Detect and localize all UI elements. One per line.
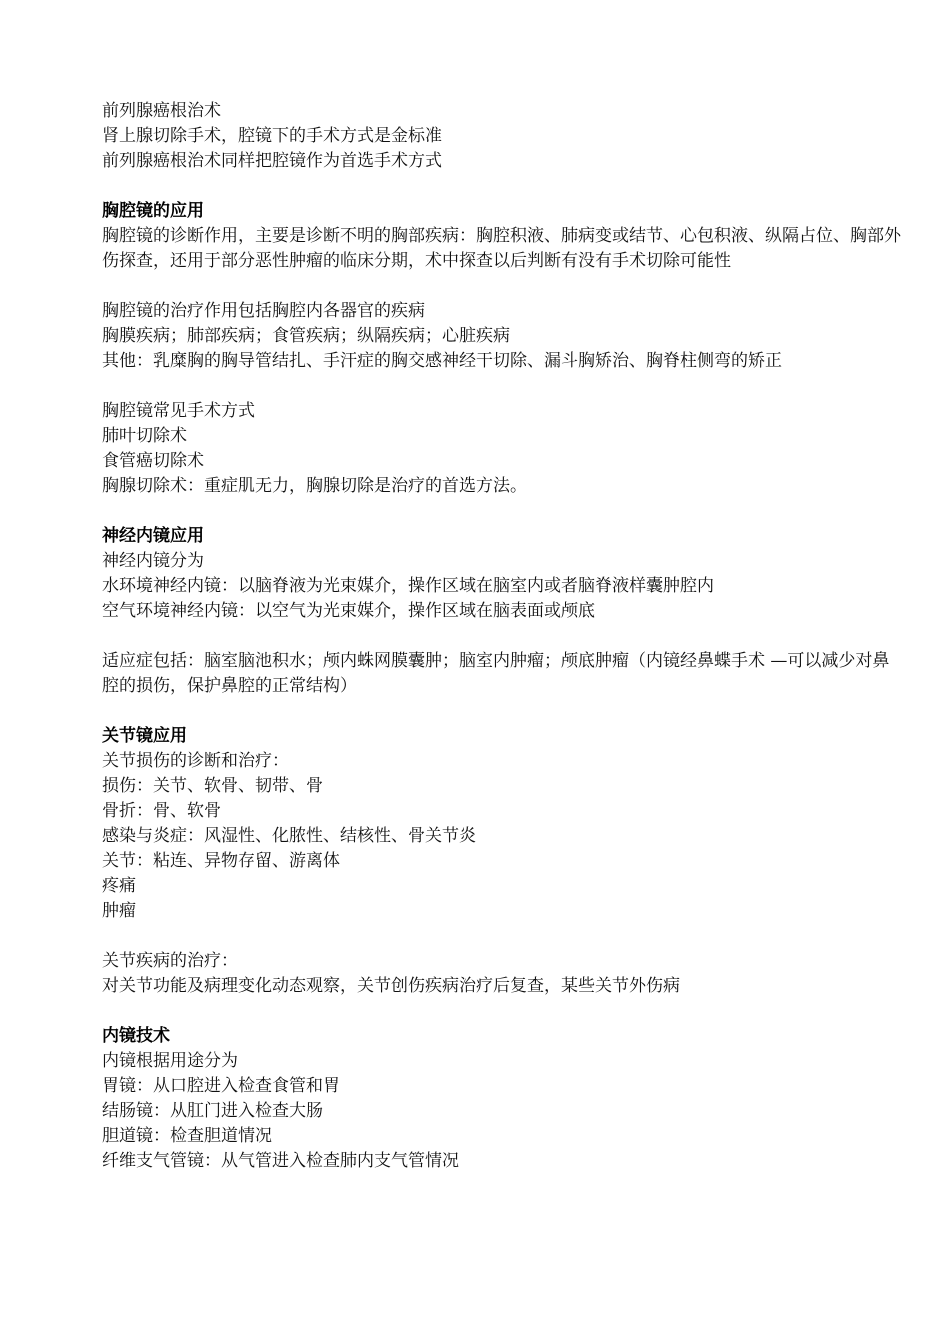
text-line: 胆道镜：检查胆道情况 [102, 1126, 272, 1146]
section-heading: 内镜技术 [102, 1026, 170, 1046]
text-line: 前列腺癌根治术 [102, 101, 221, 121]
paragraph: 适应症包括：脑室脑池积水；颅内蛛网膜囊肿；脑室内肿瘤；颅底肿瘤（内镜经鼻蝶手术 —可以减少对鼻腔的损伤，保护鼻腔的正常结构） [102, 651, 890, 696]
section-heading: 神经内镜应用 [102, 526, 204, 546]
blank-line [102, 624, 902, 649]
text-line: 损伤：关节、软骨、韧带、骨 [102, 776, 323, 796]
text-line: 肺叶切除术 [102, 426, 187, 446]
arthroscope-section [102, 724, 902, 999]
blank-line [102, 699, 902, 724]
text-line: 胸腔镜的治疗作用包括胸腔内各器官的疾病 [102, 301, 425, 321]
text-line: 胸腺切除术：重症肌无力，胸腺切除是治疗的首选方法。 [102, 476, 527, 496]
text-line: 空气环境神经内镜：以空气为光束媒介，操作区域在脑表面或颅底 [102, 601, 595, 621]
text-line: 纤维支气管镜：从气管进入检查肺内支气管情况 [102, 1151, 459, 1171]
neuroendoscope-section [102, 524, 902, 699]
intro-section [102, 99, 902, 174]
text-line: 食管癌切除术 [102, 451, 204, 471]
paragraph: 胸腔镜的诊断作用，主要是诊断不明的胸部疾病：胸腔积液、肺病变或结节、心包积液、纵隔占位、胸部外伤探查，还用于部分恶性肿瘤的临床分期，术中探查以后判断有没有手术切除可能性 [102, 226, 901, 271]
text-line: 关节：粘连、异物存留、游离体 [102, 851, 340, 871]
blank-line [102, 374, 902, 399]
blank-line [102, 274, 902, 299]
blank-line [102, 924, 902, 949]
blank-line [102, 999, 902, 1024]
text-line: 骨折：骨、软骨 [102, 801, 221, 821]
text-line: 关节损伤的诊断和治疗： [102, 751, 289, 771]
section-heading: 胸腔镜的应用 [102, 201, 204, 221]
endoscopy-section [102, 1024, 902, 1174]
text-line: 其他：乳糜胸的胸导管结扎、手汗症的胸交感神经干切除、漏斗胸矫治、胸脊柱侧弯的矫正 [102, 351, 782, 371]
text-line: 神经内镜分为 [102, 551, 204, 571]
text-line: 结肠镜：从肛门进入检查大肠 [102, 1101, 323, 1121]
text-line: 胸膜疾病；肺部疾病；食管疾病；纵隔疾病；心脏疾病 [102, 326, 510, 346]
text-line: 前列腺癌根治术同样把腔镜作为首选手术方式 [102, 151, 442, 171]
blank-line [102, 174, 902, 199]
thoracoscope-section [102, 199, 902, 499]
section-heading: 关节镜应用 [102, 726, 187, 746]
text-line: 水环境神经内镜：以脑脊液为光束媒介，操作区域在脑室内或者脑脊液样囊肿腔内 [102, 576, 714, 596]
text-line: 内镜根据用途分为 [102, 1051, 238, 1071]
text-line: 对关节功能及病理变化动态观察，关节创伤疾病治疗后复查，某些关节外伤病 [102, 976, 680, 996]
text-line: 胸腔镜常见手术方式 [102, 401, 255, 421]
text-line: 感染与炎症：风湿性、化脓性、结核性、骨关节炎 [102, 826, 476, 846]
text-line: 关节疾病的治疗： [102, 951, 238, 971]
document-page [102, 99, 902, 1174]
text-line: 胃镜：从口腔进入检查食管和胃 [102, 1076, 340, 1096]
text-line: 疼痛 [102, 876, 136, 896]
blank-line [102, 499, 902, 524]
text-line: 肾上腺切除手术，腔镜下的手术方式是金标准 [102, 126, 442, 146]
text-line: 肿瘤 [102, 901, 136, 921]
